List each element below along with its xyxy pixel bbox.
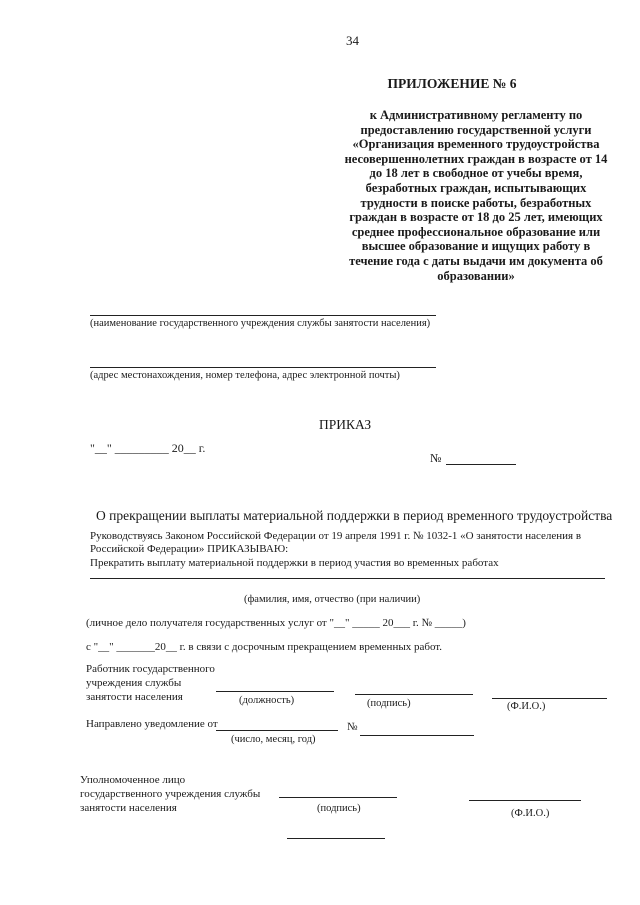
- regulation-line: безработных граждан, испытывающих: [365, 180, 587, 195]
- order-number-line: [446, 464, 516, 465]
- authorized-label-line: занятости населения: [80, 802, 177, 814]
- authorized-label-line: государственного учреждения службы: [80, 788, 261, 800]
- order-date-line: "__" _________ 20__ г.: [90, 441, 206, 455]
- name-caption: (Ф.И.О.): [507, 701, 546, 712]
- bottom-line: [287, 838, 385, 839]
- authorized-name-caption: (Ф.И.О.): [511, 808, 550, 819]
- regulation-line: трудности в поиске работы, безработных: [360, 195, 592, 210]
- name-line: [492, 698, 607, 699]
- notice-label: Направлено уведомление от: [86, 718, 218, 730]
- signature-line: [355, 694, 473, 695]
- regulation-reference: [326, 108, 626, 283]
- authorized-label-line: Уполномоченное лицо: [80, 774, 186, 786]
- notice-number-label: №: [347, 721, 358, 733]
- appendix-title: ПРИЛОЖЕНИЕ № 6: [387, 76, 517, 91]
- regulation-line: высшее образование и ищущих работу в: [361, 239, 591, 254]
- basis-text: Руководствуясь Законом Российской Федерации от 19 апреля 1991 г. № 1032-1 «О занятости населения в: [90, 530, 582, 542]
- position-caption: (должность): [239, 695, 295, 706]
- fio-caption: (фамилия, имя, отчество (при наличии): [244, 594, 421, 605]
- regulation-line: течение года с даты выдачи им документа об: [349, 253, 603, 268]
- fio-line: [90, 578, 605, 579]
- position-line: [216, 691, 334, 692]
- basis-text: Российской Федерации» ПРИКАЗЫВАЮ:: [90, 543, 289, 555]
- authorized-signature-caption: (подпись): [317, 803, 361, 814]
- address-caption: (адрес местонахождения, номер телефона, адрес электронной почты): [90, 370, 400, 381]
- order-text: Прекратить выплату материальной поддержки в период участия во временных работах: [90, 557, 499, 569]
- termination-date-line: с "__" _______20__ г. в связи с досрочным прекращением временных работ.: [86, 641, 443, 653]
- authorized-name-line: [469, 800, 581, 801]
- page-number: 34: [346, 33, 359, 48]
- worker-label-line: учреждения службы: [86, 677, 182, 689]
- regulation-line: «Организация временного трудоустройства: [352, 137, 600, 152]
- notice-number-line: [360, 735, 474, 736]
- regulation-line: до 18 лет в свободное от учебы время,: [369, 166, 583, 181]
- worker-label: [86, 662, 215, 704]
- regulation-line: среднее профессиональное образование или: [351, 224, 601, 239]
- authorized-label: [80, 773, 260, 815]
- address-line: [90, 367, 436, 368]
- regulation-line: образовании»: [437, 268, 515, 283]
- order-number-label: №: [430, 451, 442, 465]
- worker-label-line: Работник государственного: [86, 663, 215, 675]
- order-title: ПРИКАЗ: [319, 417, 372, 432]
- notice-date-line: [216, 730, 338, 731]
- regulation-line: несовершеннолетних граждан в возрасте от 14: [344, 151, 608, 166]
- signature-caption: (подпись): [367, 698, 411, 709]
- date-caption: (число, месяц, год): [231, 734, 316, 745]
- regulation-line: граждан в возрасте от 18 до 25 лет, имеющих: [349, 210, 603, 225]
- worker-label-line: занятости населения: [86, 691, 183, 703]
- institution-name-line: [90, 315, 436, 316]
- institution-caption: (наименование государственного учреждения службы занятости населения): [90, 318, 431, 329]
- authorized-signature-line: [279, 797, 397, 798]
- regulation-line: к Административному регламенту по: [369, 108, 583, 122]
- order-heading: О прекращении выплаты материальной поддержки в период временного трудоустройства: [96, 508, 613, 523]
- regulation-line: предоставлению государственной услуги: [360, 122, 592, 137]
- personal-file-line: (личное дело получателя государственных услуг от "__" _____ 20___ г. № _____): [86, 617, 466, 629]
